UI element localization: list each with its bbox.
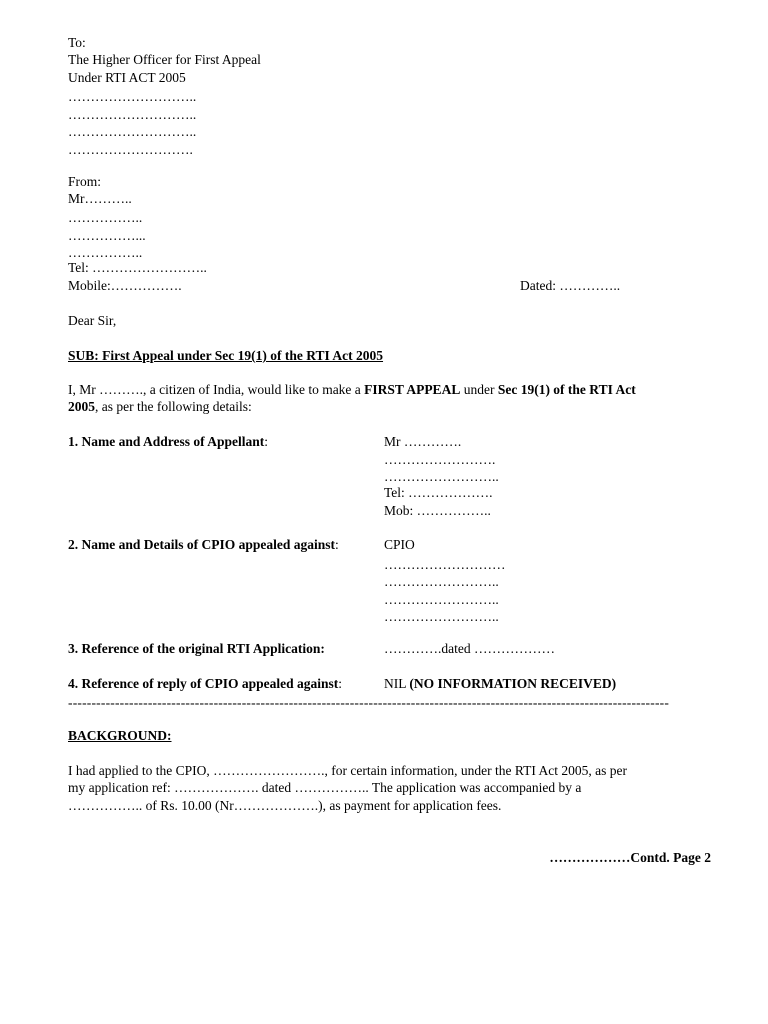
from-name: Mr………..: [68, 191, 132, 206]
item-1-colon: :: [264, 434, 269, 449]
item-2-colon: :: [335, 537, 339, 552]
item-2-value: ………………………: [384, 557, 506, 572]
from-label: From:: [68, 174, 102, 189]
item-2-value: ……………………..: [384, 592, 499, 607]
to-address-blank: ……………………….: [68, 142, 193, 157]
to-address-blank: ………………………..: [68, 124, 197, 139]
intro-text: I, Mr ………., a citizen of India, would like to make a: [68, 382, 365, 397]
item-3-label: 3. Reference of the original RTI Application:: [68, 641, 325, 656]
intro-text: under: [460, 382, 498, 397]
item-1-value: Mr ………….: [384, 434, 462, 449]
item-4-title: 4. Reference of reply of CPIO appealed against: [68, 676, 339, 691]
item-4-colon: :: [338, 676, 342, 691]
intro-line-1: [68, 381, 636, 398]
background-line: my application ref: ………………. dated …………….. The application was accompanied by a: [68, 780, 582, 795]
to-address-blank: ………………………..: [68, 89, 197, 104]
item-2-value: ……………………..: [384, 574, 499, 589]
background-heading: BACKGROUND:: [68, 728, 172, 743]
item-1-value: Mob: ……………..: [384, 503, 491, 518]
to-label: To:: [68, 35, 86, 50]
item-4-value: [384, 675, 616, 692]
item-3-value: ………….dated ………………: [384, 641, 555, 656]
from-address-blank: ……………..: [68, 210, 143, 225]
subject-line: SUB: First Appeal under Sec 19(1) of the RTI Act 2005: [68, 348, 384, 363]
item-4-status: (NO INFORMATION RECEIVED): [409, 676, 617, 691]
to-addressee: The Higher Officer for First Appeal: [68, 52, 261, 67]
item-2-title: 2. Name and Details of CPIO appealed against: [68, 537, 336, 552]
intro-section: Sec 19(1) of the RTI Act: [497, 382, 636, 397]
background-line: …………….. of Rs. 10.00 (Nr……………….), as payment for application fees.: [68, 798, 502, 813]
item-1-value: ……………………..: [384, 469, 499, 484]
intro-first-appeal: FIRST APPEAL: [364, 382, 461, 397]
item-2-label: [68, 536, 339, 553]
item-1-label: [68, 433, 268, 450]
background-line: I had applied to the CPIO, ……………………., for certain information, under the RTI Act 2005, as per: [68, 763, 627, 778]
intro-line-2: [68, 398, 252, 415]
from-address-blank: ……………..: [68, 245, 143, 260]
intro-text: , as per the following details:: [95, 399, 252, 414]
from-address-blank: ……………...: [68, 228, 146, 243]
intro-year: 2005: [68, 399, 95, 414]
salutation: Dear Sir,: [68, 313, 117, 328]
from-tel: Tel: ……………………..: [68, 260, 207, 275]
continued-note: ………………Contd. Page 2: [549, 850, 711, 865]
item-2-value: ……………………..: [384, 609, 499, 624]
item-1-title: 1. Name and Address of Appellant: [68, 434, 265, 449]
item-4-nil: NIL: [384, 676, 410, 691]
to-act: Under RTI ACT 2005: [68, 70, 186, 85]
dated-field: Dated: …………..: [520, 278, 621, 293]
item-4-label: [68, 675, 342, 692]
dashed-separator: --------------------------------------------------------------------------------------------------------------------------------: [68, 695, 670, 710]
item-2-value: CPIO: [384, 537, 415, 552]
from-mobile: Mobile:…………….: [68, 278, 182, 293]
item-1-value: …………………….: [384, 452, 496, 467]
to-address-blank: ………………………..: [68, 107, 197, 122]
item-1-value: Tel: ……………….: [384, 485, 493, 500]
